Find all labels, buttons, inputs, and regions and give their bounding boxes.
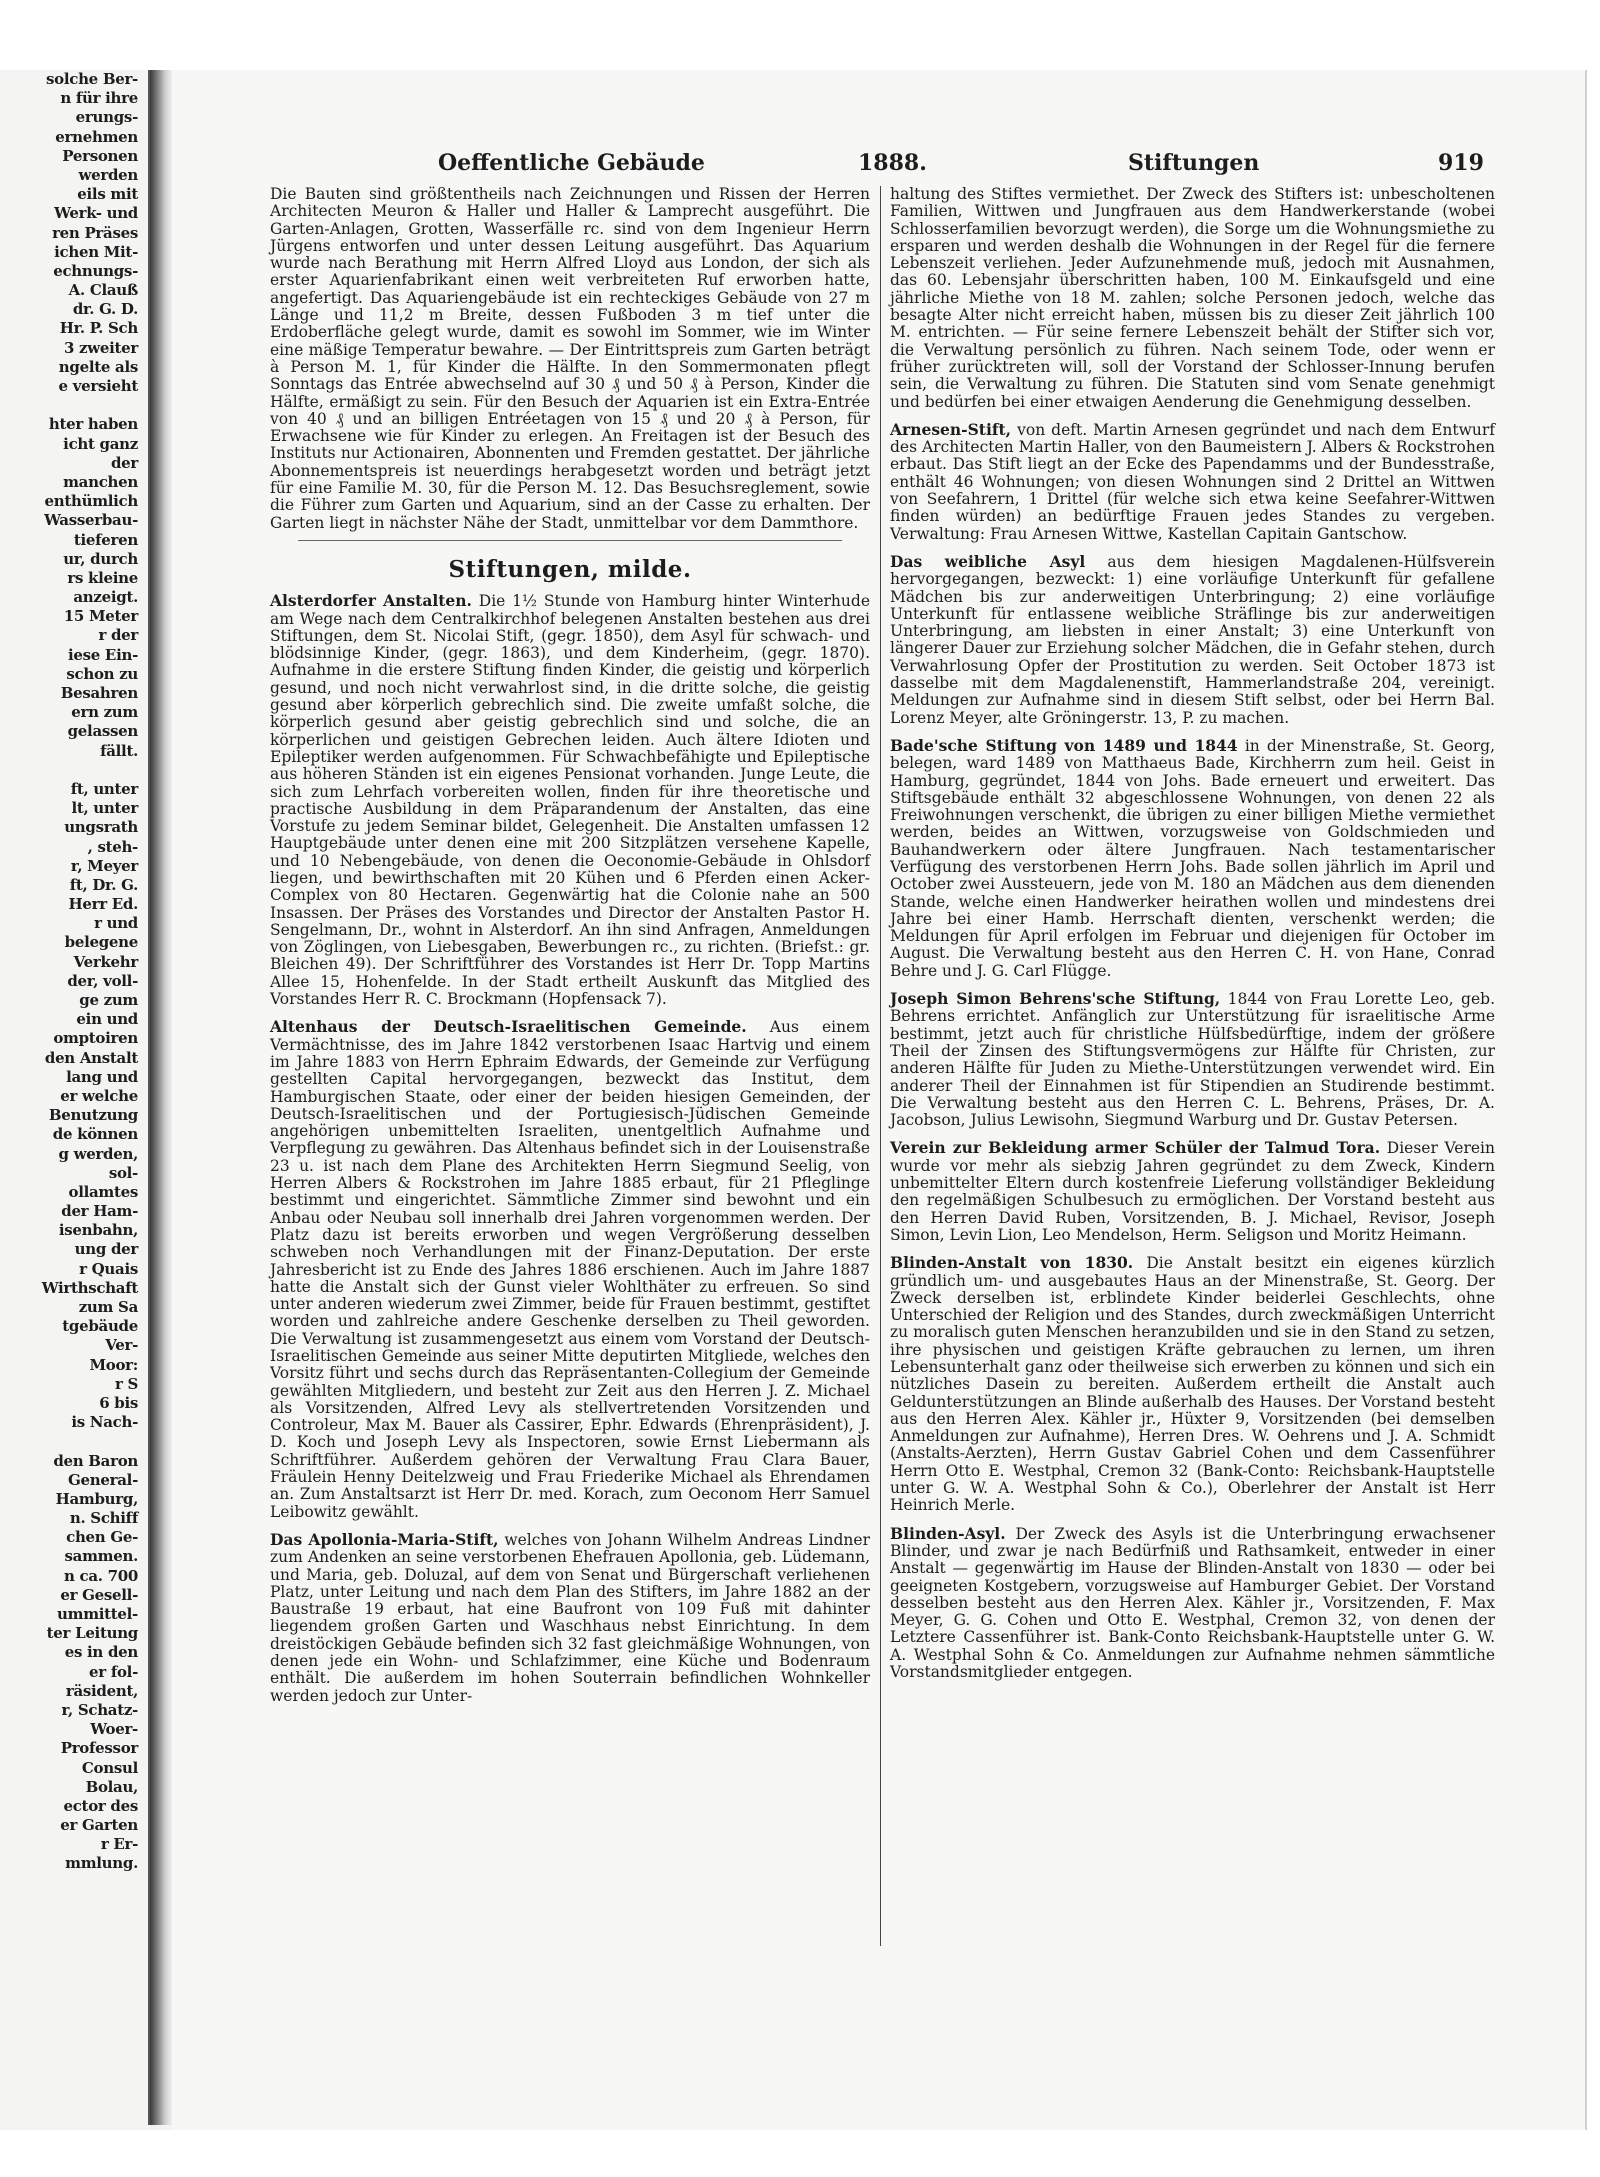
previous-page-line: Personen [62,146,138,165]
previous-page-line: ft, unter [70,779,138,798]
header-year: 1888. [858,150,927,176]
previous-page-line: Besahren [60,684,138,702]
previous-page-line: General- [68,1470,138,1489]
previous-page-line: Verkehr [73,952,138,971]
previous-page-line: der [110,453,138,472]
entry-text: von deft. Martin Arnesen gegründet und nach dem Entwurf des Architecten Martin Haller, von den Baumeistern J. Albers & Rockstrohen erbaut. Das Stift liegt an der Ecke des Papendamms und der Bundesstraße, enthält 46 Wohnungen; von diesen Wohnungen sind 2 Drittel an Wittwen von Seefahrern, 1 Drittel (für welche sich etwa keine Seefahrer-Wittwen finden würden) an bedürftige Frauen jedes Standes zu vergeben. Verwaltung: Frau Arnesen Wittwe, Kastellan Capitain Gantschow. [890,420,1495,543]
previous-page-line: schon zu [66,664,138,683]
book-gutter [150,70,172,2125]
previous-page-line: tieferen [73,530,138,549]
entry-title: Alsterdorfer Anstalten. [270,591,472,611]
entry-text: 1844 von Frau Lorette Leo, geb. Behrens errichtet. Anfänglich zur Unterstützung für israelitische Arme bestimmt, jetzt auch für christliche Hülfsbedürftige, indem der größere Theil der Zinsen des Stiftungsvermögens zur Hälfte für Christen, zur anderen Hälfte für Juden zu Miethe-Unterstützungen verwendet wird. Ein anderer Theil der Einnahmen ist für Stipendien an Studirende bestimmt. Die Verwaltung besteht aus den Herren C. L. Behrens, Präses, Dr. A. Jacobson, Julius Lewisohn, Siegmund Warburg und Dr. Gustav Petersen. [890,990,1495,1130]
entry-text: aus dem hiesigen Magdalenen-Hülfsverein hervorgegangen, bezweckt: 1) eine vorläufige Unterkunft für gefallene Mädchen bis zur anderweitigen Unterbringung; 2) eine vorläufige Unterkunft für entlassene weibliche Sträflinge bis zur anderweitigen Unterbringung, am liebsten in einer Anstalt; 3) eine Unterkunft von längerer Dauer zur Erziehung solcher Mädchen, die in Gefahr stehen, durch Verwahrlosung Opfer der Prostitution zu werden. Seit October 1873 ist dasselbe mit dem Magdalenenstift, Hammerlandstraße 204, vereinigt. Meldungen zur Aufnahme sind in diesem Stift selbst, oder bei Herrn Bal. Lorenz Meyer, alte Gröningerstr. 13, P. zu machen. [890,552,1495,727]
previous-page-line: , steh- [87,837,138,856]
header-left-title: Oeffentliche Gebäude [438,150,705,176]
previous-page-line: dr. G. D. [72,300,138,319]
entry-weibliches-asyl [890,553,1495,727]
previous-page-line [0,396,148,415]
previous-page-line: r und [94,914,138,933]
previous-page-line: tgebäude [62,1317,138,1336]
previous-page-line: ern zum [71,703,138,722]
previous-page-line: Consul [81,1758,138,1777]
entry-text: welches von Johann Wilhelm Andreas Lindner zum Andenken an seine verstorbenen Ehefrauen Apollonia, geb. Lüdemann, und Maria, geb. Doluzal, auf dem von Senat und Bürgerschaft verliehenen Platz, unter Leitung und nach dem Plan des Stifters, im Jahre 1882 an der Baustraße 19 erbaut, hat eine Baufront von 109 Fuß mit dahinter liegendem großen Garten und Waschhaus nebst Einrichtung. In dem dreistöckigen Gebäude befinden sich 32 fast gleichmäßige Wohnungen, von denen jede ein Wohn- und Schlafzimmer, eine Küche und Bodenraum enthält. Die außerdem im hohen Souterrain befindlichen Wohnkeller werden jedoch zur Unter- [270,1530,870,1705]
previous-page-line: mmlung. [65,1854,138,1873]
entry-text: Dieser Verein wurde vor mehr als siebzig Jahren gegründet zu dem Zweck, Kindern unbemittelter Eltern durch kostenfreie Lieferung vollständiger Bekleidung den regelmäßigen Schulbesuch zu ermöglichen. Der Vorstand besteht aus den Herren David Ruben, Vorsitzenden, B. J. Michael, Revisor, Joseph Simon, Levin Lion, Leo Mendelson, Herm. Seligson und Moritz Heimann. [890,1139,1495,1244]
previous-page-line: den Baron [53,1451,138,1470]
previous-page-line: n. Schiff [69,1509,138,1528]
previous-page-line: gelassen [67,722,138,741]
previous-page-line: es in den [64,1643,138,1662]
previous-page-line: Werk- und [54,204,138,223]
previous-page-line: echnungs- [53,261,138,280]
previous-page-line: er welche [60,1086,138,1105]
previous-page-strip [0,70,150,2125]
previous-page-line: der, voll- [67,971,138,990]
entry-talmud-tora-verein [890,1139,1495,1244]
previous-page-line: ein und [76,1010,138,1029]
previous-page-line: r, Meyer [70,856,138,875]
previous-page-line: 15 Meter [63,607,138,626]
entry-title: Joseph Simon Behrens'sche Stiftung, [890,989,1221,1009]
entry-bade-stiftung [890,737,1495,980]
entry-title: Das Apollonia-Maria-Stift, [270,1529,499,1549]
previous-page-line: ollamtes [68,1182,138,1201]
entry-altenhaus [270,1018,870,1521]
previous-page-line: Professor [60,1739,138,1758]
previous-page-line: ren Präses [52,223,138,242]
previous-page-line: icht ganz [63,434,138,453]
previous-page-line: Moor: [89,1355,138,1374]
previous-page-line: r S [114,1374,138,1393]
previous-page-line: eils mit [77,185,138,204]
previous-page-line: r, Schatz- [61,1700,138,1719]
previous-page-line: sammen. [64,1547,138,1566]
page-number: 919 [1438,150,1484,176]
previous-page-line: n ca. 700 [63,1566,138,1585]
previous-page-line: r der [98,626,138,645]
previous-page-line: chen Ge- [66,1528,138,1547]
previous-page-line: ummittel- [57,1605,138,1623]
previous-page-line: ector des [63,1796,138,1815]
entry-behrens-stiftung [890,990,1495,1129]
previous-page-line: hter haben [48,415,138,434]
continuation-paragraph: haltung des Stiftes vermiethet. Der Zweck des Stifters ist: unbescholtenen Familien, Wittwen und Jungfrauen aus dem Handwerkerstande (wobei Schlosserfamilien bevorzugt werden), die Sorge um die Wohnungsmiethe zu ersparen und werden deshalb die Wohnungen in der Regel für die fernere Lebenszeit verliehen. Jeder Aufzunehmende muß, jedoch mit Ausnahmen, das 60. Lebensjahr überschritten haben, 100 M. Einkaufsgeld und eine jährliche Miethe von 18 M. zahlen; solche Personen jedoch, welche das besagte Alter nicht erreicht haben, müssen bis zu dieser Zeit jährlich 100 M. entrichten. — Für seine fernere Lebenszeit behält der Stifter sich vor, die Verwaltung persönlich zu führen. Nach seinem Tode, oder wenn er früher zurücktreten will, soll der Vorstand der Schlosser-Innung berufen sein, die Verwaltung zu führen. Die Statuten sind vom Senate genehmigt und bedürfen bei einer etwaigen Aenderung die Genehmigung desselben. [890,185,1495,411]
previous-page-line: ernehmen [55,127,138,146]
previous-page-line: lt, unter [71,799,138,818]
entry-title: Das weibliche Asyl [890,551,1086,571]
previous-page-line: A. Clauß [68,281,138,300]
previous-page-line: is Nach- [71,1413,138,1432]
previous-page-line: anzeigt. [73,588,138,607]
previous-page-line: räsident, [65,1681,138,1700]
previous-page-line: iese Ein- [67,645,138,664]
entry-text: in der Minenstraße, St. Georg, belegen, ward 1489 von Matthaeus Bade, Kirchherrn zum heil. Geist in Hamburg, gegründet, 1844 von Johs. Bade erneuert und erweitert. Das Stiftsgebäude enthält 32 abgeschlossene Wohnungen, von denen 22 als Freiwohnungen verschenkt, die übrigen zu einer billigen Miethe vermiethet werden, beides an Wittwen, vorzugsweise von Goldschmieden und Bauhandwerkern oder ältere Jungfrauen. Nach testamentarischer Verfügung des verstorbenen Herrn Johs. Bade sollen jährlich im April und October zwei Aussteuern, jede von M. 180 an Mädchen aus dem dienenden Stande, welche einen Handwerker heirathen wollen und mindestens drei Jahre bei einer Hamb. Herrschaft dienten, verschenkt werden; die Meldungen für April erfolgen im Februar und diejenigen für October im August. Die Verwaltung besteht aus den Herren C. H. von Hane, Conrad Behre und J. G. Carl Flügge. [890,736,1495,980]
previous-page-line: den Anstalt [44,1048,138,1067]
previous-page-line: 3 zweiter [63,338,138,357]
entry-title: Arnesen-Stift, [890,419,1012,439]
entry-title: Blinden-Asyl. [890,1523,1006,1543]
entry-blinden-asyl [890,1525,1495,1682]
column-divider [880,186,881,1946]
previous-page-line: ngelte als [58,357,138,376]
entry-text: Der Zweck des Asyls ist die Unterbringung erwachsener Blinder, und zwar je nach Bedürfniß und Rathsamkeit, entweder in einer Anstalt — gegenwärtig im Hause der Blinden-Anstalt von 1830 — oder bei geeigneten Kostgebern, vorzugsweise auf Hamburger Gebiet. Der Vorstand desselben besteht aus den Herren Alex. Kähler jr., Vorsitzenden, F. Max Meyer, G. G. Cohen und Otto E. Westphal, Cremon 32, von denen der Letztere Cassenführer ist. Bank-Conto Reichsbank-Hauptstelle unter G. W. A. Westphal Sohn & Co. Anmeldungen zur Aufnahme nehmen sämmtliche Vorstandsmitglieder entgegen. [890,1524,1495,1682]
previous-page-line: Wasserbau- [44,511,138,530]
previous-page-line: omptoiren [53,1029,138,1048]
previous-page-line: Benutzung [48,1106,138,1125]
previous-page-line: Ver- [105,1336,138,1355]
previous-page-line: enthümlich [44,492,138,511]
previous-page-line: ung der [74,1240,138,1259]
previous-page-line: de können [52,1125,138,1144]
previous-page-line: manchen [63,472,138,491]
previous-page-line: e versieht [58,377,138,395]
previous-page-line: werden [78,165,138,184]
entry-arnesen-stift [890,421,1495,543]
previous-page-line: isenbahn, [58,1221,138,1240]
previous-page-line: solche Ber- [45,70,138,88]
previous-page-line: sol- [108,1163,138,1182]
previous-page-line: rs kleine [67,568,138,587]
previous-page-line: Bolau, [85,1777,138,1796]
section-title: Stiftungen, milde. [448,555,692,583]
previous-page-line: ungsrath [64,818,138,837]
previous-page-line: ter Leitung [46,1624,138,1643]
previous-page-line: zum Sa [78,1298,138,1316]
previous-page-line: ichen Mit- [54,242,138,261]
entry-text: Aus einem Vermächtnisse, des im Jahre 1842 verstorbenen Isaac Hartvig und einem im Jahre 1883 von Herrn Ephraim Edwards, der Gemeinde zur Verfügung gestellten Capital hervorgegangen, bezweckt das Institut, dem Hamburgischen Staate, oder einer der beiden hiesigen Gemeinden, der Deutsch-Israelitischen und der Portugiesisch-Jüdischen Gemeinde angehörigen unbemittelten Israeliten, unentgeltlich Aufnahme und Verpflegung zu gewähren. Das Altenhaus befindet sich in der Louisenstraße 23 u. ist nach dem Plane des Architekten Herrn Siegmund Seelig, von Herren Albers & Rockstrohen im Jahre 1885 erbaut, für 21 Pfleglinge bestimmt und eingerichtet. Sämmtliche Zimmer sind bewohnt und ein Anbau oder Neubau soll innerhalb drei Jahren vorgenommen werden. Der Platz dazu ist bereits erworben und wegen Vergrößerung desselben schweben noch Verhandlungen mit der Finanz-Deputation. Der erste Jahresbericht ist zu Ende des Jahres 1886 erschienen. Auch im Jahre 1887 hatte die Anstalt sich der Gunst vieler Wohlthäter zu erfreuen. So sind unter anderen wiederum zwei Zimmer, beide für Frauen bestimmt, gestiftet worden und zahlreiche andere Geschenke derselben zu Theil geworden. Die Verwaltung ist zusammengesetzt aus einem vom Vorstand der Deutsch-Israelitischen Gemeinde aus seiner Mitte deputirten Mitgliede, welches den Vorsitz führt und sechs durch das Repräsentanten-Collegium der Gemeinde gewählten Mitgliedern, und besteht zur Zeit aus den Herren J. Z. Michael als Vorsitzenden, Alfred Levy als stellvertretenden Vorsitzenden und Controleur, Max M. Bauer als Cassirer, Ephr. Edwards (Ehrenpräsident), J. D. Koch und Joseph Levy als Inspectoren, sowie Ernst Liebermann als Schriftführer. Außerdem gehören der Verwaltung Frau Clara Bauer, Fräulein Henny Deitelzweig und Frau Friederike Michael als Ehrendamen an. Zum Anstaltsarzt ist Herr Dr. med. Korach, zum Oeconom Herr Samuel Leibowitz gewählt. [270,1018,870,1521]
previous-page-line [0,1432,148,1451]
previous-page-line: er Garten [60,1816,138,1835]
previous-page-line: ft, Dr. G. [69,875,138,894]
previous-page-line: fällt. [100,741,138,760]
previous-page-line: Wirthschaft [41,1278,138,1297]
left-column [270,186,870,1715]
entry-alsterdorfer [270,592,870,1008]
entry-text: Die 1½ Stunde von Hamburg hinter Winterhude am Wege nach dem Centralkirchhof belegenen Anstalten bestehen aus drei Stiftungen, dem St. Nicolai Stift, (gegr. 1850), dem Asyl für schwach- und blödsinnige Kinder, (gegr. 1863), und dem Kinderheim, (gegr. 1870). Aufnahme in die erstere Stiftung finden Kinder, die geistig und körperlich gesund, und noch nicht verwahrlost sind, in die dritte solche, die geistig gesund aber körperlich gebrechlich sind. Die zweite umfaßt solche, die körperlich gesund aber geistig gebrechlich sind und solche, die an körperlichen und geistigen Gebrechen leiden. Auch ältere Idioten und Epileptiker werden aufgenommen. Für Schwachbefähigte und Epileptische aus höheren Ständen ist ein eigenes Pensionat vorhanden. Junge Leute, die sich zum Lehrfach vorbereiten wollen, finden für ihre theoretische und practische Ausbildung in dem Präparandenum der Anstalten, das eine Vorstufe zu jedem Seminar bildet, Gelegenheit. Die Anstalten umfassen 12 Hauptgebäude unter denen eine mit 200 Sitzplätzen versehene Kapelle, und 10 Nebengebäude, von denen die Oeconomie-Gebäude in Ohlsdorf liegen, und bewirthschaften mit 20 Kühen und 6 Pferden einen Acker-Complex von 80 Hectaren. Gegenwärtig hat die Colonie nahe an 500 Insassen. Der Präses des Vorstandes und Director der Anstalten Pastor H. Sengelmann, Dr., wohnt in Alsterdorf. An ihn sind Anfragen, Anmeldungen von Zöglingen, von Liebesgaben, Bewerbungen rc., zu richten. (Briefst.: gr. Bleichen 49). Der Schriftführer des Vorstandes ist Herr Dr. Topp Martins Allee 15, Hohenfelde. In der Stadt ertheilt Auskunft das Mitglied des Vorstandes Herr R. C. Brockmann (Hopfensack 7). [270,592,870,1009]
previous-page-line: ur, durch [63,549,138,568]
entry-blinden-anstalt [890,1254,1495,1514]
previous-page-line: ge zum [79,991,138,1009]
previous-page-line: r Er- [100,1835,138,1854]
previous-page-line [0,761,148,780]
entry-apollonia-maria-stift [270,1531,870,1705]
previous-page-line: er fol- [89,1662,138,1681]
previous-page-line: Woer- [90,1720,138,1739]
entry-title: Verein zur Bekleidung armer Schüler der Talmud Tora. [890,1138,1381,1158]
entry-title: Bade'sche Stiftung von 1489 und 1844 [890,735,1238,755]
previous-page-line: er Gesell- [60,1585,138,1604]
previous-page-line: 6 bis [99,1393,138,1412]
previous-page-line: g werden, [58,1144,138,1163]
previous-page-line: Herr Ed. [68,895,138,914]
previous-page-line: Hamburg, [55,1489,138,1508]
previous-page-line: Hr. P. Sch [59,319,138,338]
aquarium-paragraph: Die Bauten sind größtentheils nach Zeichnungen und Rissen der Herren Architecten Meuron & Haller und Haller & Lamprecht ausgeführt. Die Garten-Anlagen, Grotten, Wasserfälle rc. sind von dem Ingenieur Herrn Jürgens entworfen und unter dessen Leitung ausgeführt. Das Aquarium wurde nach Berathung mit Herrn Alfred Lloyd aus London, der sich als erster Aquarienfabrikant einen weit verbreiteten Ruf erworben hatte, angefertigt. Das Aquariengebäude ist ein rechteckiges Gebäude von 27 m Länge und 11,2 m Breite, dessen Fußboden 3 m tief unter die Erdoberfläche gelegt wurde, damit es sowohl im Sommer, wie im Winter eine mäßige Temperatur bewahre. — Der Eintrittspreis zum Garten beträgt à Person M. 1, für Kinder die Hälfte. In den Sommermonaten pflegt Sonntags das Entrée abwechselnd auf 30 ₰ und 50 ₰ à Person, Kinder die Hälfte, ermäßigt zu sein. Für den Besuch der Aquarien ist ein Extra-Entrée von 40 ₰ und an billigen Entréetagen von 15 ₰ und 20 ₰ à Person, für Erwachsene wie für Kinder zu erlegen. An Freitagen ist der Besuch des Instituts nur Actionairen, Abonnenten und Fremden gestattet. Der jährliche Abonnementspreis ist neuerdings herabgesetzt worden und beträgt jetzt für eine Familie M. 30, für die Person M. 12. Das Besuchsreglement, sowie die Führer zum Garten und Aquarium, sind an der Casse zu erhalten. Der Garten liegt in nächster Nähe der Stadt, unmittelbar vor dem Dammthore. [270,185,870,532]
section-divider [298,540,842,541]
entry-text: Die Anstalt besitzt ein eigenes kürzlich gründlich um- und ausgebautes Haus an der Minenstraße, St. Georg. Der Zweck derselben ist, erblindete Kinder beiderlei Geschlechts, ohne Unterschied der Religion und des Standes, durch zweckmäßigen Unterricht zu moralisch guten Menschen heranzubilden und sie in den Stand zu setzen, ihre physischen und geistigen Kräfte gebrauchen zu lernen, um ihren Lebensunterhalt ganz oder theilweise sich erwerben zu können und sich ein nützliches Dasein zu bereiten. Außerdem ertheilt die Anstalt auch Geldunterstützungen an Blinde außerhalb des Hauses. Der Vorstand besteht aus den Herren Alex. Kähler jr., Hüxter 9, Vorsitzenden (bei demselben Anmeldungen zur Aufnahme), Herren Dres. W. Oehrens und J. A. Schmidt (Anstalts-Aerzten), Herrn Gustav Gabriel Cohen und dem Cassenführer Herrn Otto E. Westphal, Cremon 32 (Bank-Conto: Reichsbank-Hauptstelle unter G. W. A. Westphal Sohn & Co.), Oberlehrer der Anstalt ist Herr Heinrich Merle. [890,1254,1495,1515]
previous-page-line: lang und [66,1067,138,1086]
previous-page-line: belegene [64,933,138,952]
entry-title: Blinden-Anstalt von 1830. [890,1253,1134,1273]
previous-page-line: der Ham- [61,1202,138,1221]
previous-page-line: erungs- [75,108,138,127]
previous-page-line: r Quais [79,1259,138,1278]
header-right-title: Stiftungen [1128,150,1260,176]
right-column [890,186,1495,1691]
running-header [268,150,1488,184]
entry-title: Altenhaus der Deutsch-Israelitischen Gemeinde. [270,1017,747,1037]
previous-page-line: n für ihre [60,89,138,108]
